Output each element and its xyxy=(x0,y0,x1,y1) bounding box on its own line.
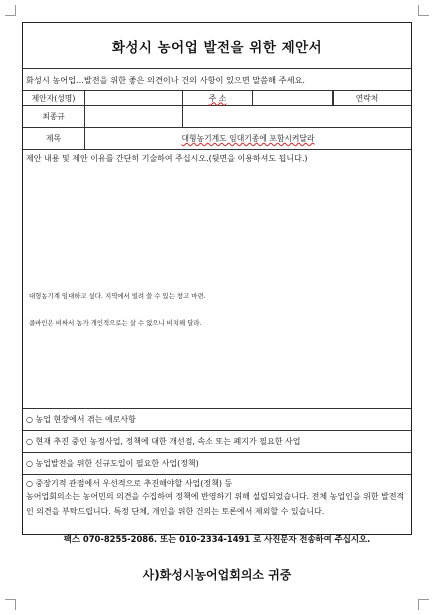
proposer-label: 제안자(성명) xyxy=(23,91,85,105)
option-item: ○ 농업 현장에서 겪는 애로사항 xyxy=(23,409,411,431)
closing-note: 농어업회의소는 농어민의 의견을 수집하여 정책에 반영하기 위해 설립되었습니다. 전체 농업인을 위한 발전적인 의견을 부탁드립니다. 특정 단체, 개인을 위한 건의는 토론에서 제외할 수 있습니다. xyxy=(26,492,405,516)
id-row xyxy=(23,106,411,128)
form-title: 화성시 농어업 발전을 위한 제안서 xyxy=(23,23,411,69)
address-label xyxy=(183,91,253,105)
id-label: 최종규 xyxy=(23,106,85,127)
subject-row xyxy=(23,128,411,150)
content-prompt: 제안 내용 및 제안 이유를 간단히 기술하여 주십시오.(뒷면을 이용하셔도 됩니다.) xyxy=(26,154,308,163)
content-line: 콤바인은 비싸서 농가 개인적으로는 살 수 없으니 비치해 달라. xyxy=(29,319,202,327)
proposer-row xyxy=(23,91,411,106)
signature: 사)화성시농어업회의소 귀중 xyxy=(142,568,292,582)
page-corner-mark xyxy=(418,599,429,610)
content-area[interactable] xyxy=(23,150,411,409)
option-item: ○ 농업발전을 위한 신규도입이 필요한 사업(정책) xyxy=(23,453,411,475)
subject-label: 제목 xyxy=(23,128,85,149)
contact-field[interactable] xyxy=(183,106,411,127)
subject-field[interactable] xyxy=(85,128,411,149)
address-label-text: 주 소 xyxy=(208,93,227,103)
subject-text: 대형농기계도 임대기종에 포함시켜달라 xyxy=(181,134,315,143)
contact-label: 연락처 xyxy=(355,93,379,103)
content-line: 대형농기계 임대하고 싶다. 지역에서 빌려 쓸 수 있는 창고 마련. xyxy=(29,292,206,300)
page-corner-mark xyxy=(418,5,429,16)
proposer-name-field[interactable] xyxy=(85,91,183,105)
form-intro: 화성시 농어업...발전을 위한 좋은 의견이나 건의 사항이 있으면 말씀해 주세요. xyxy=(23,69,411,91)
fax-instruction: 팩스 070-8255-2086. 또는 010-2334-1491 로 사진문자 전송하여 주십시오. xyxy=(63,534,371,544)
page-corner-mark xyxy=(5,599,16,610)
proposal-form xyxy=(22,22,412,535)
address-field[interactable] xyxy=(253,91,333,105)
option-item: ○ 중장기적 관점에서 우선적으로 추진해야할 사업(정책) 등 xyxy=(26,478,233,488)
option-item: ○ 현재 추진 중인 농정사업, 정책에 대한 개선점, 속소 또는 폐지가 필요한 사업 xyxy=(23,431,411,453)
id-field[interactable] xyxy=(85,106,183,127)
page-corner-mark xyxy=(5,5,16,16)
